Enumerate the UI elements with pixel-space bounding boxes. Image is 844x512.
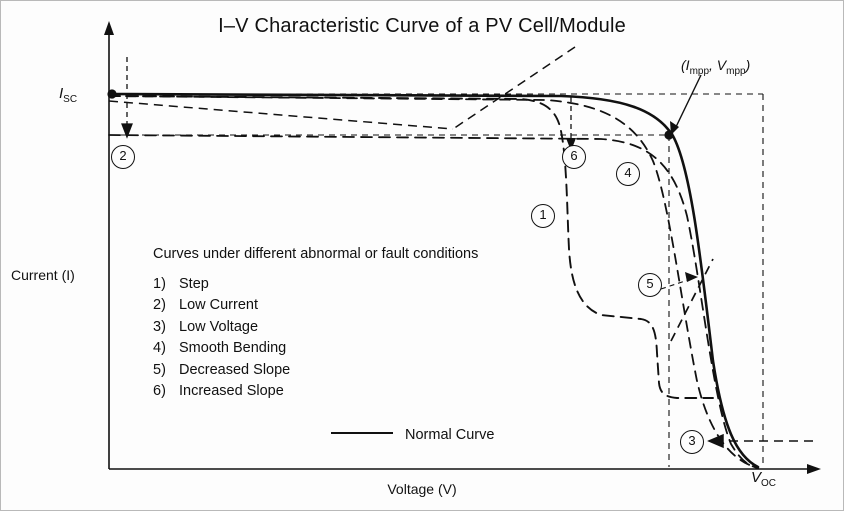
list-item — [153, 274, 478, 296]
callout-marker-6: 6 — [562, 145, 586, 169]
legend-item-number: 4) — [153, 340, 166, 356]
voc-tick-label — [751, 469, 776, 489]
mpp-voltage-subscript: mpp — [726, 65, 746, 77]
mpp-close-paren: ) — [745, 57, 751, 73]
legend-item-label: Increased Slope — [179, 383, 284, 399]
mpp-separator: , — [709, 57, 717, 73]
legend-heading: Curves under different abnormal or fault conditions — [153, 246, 479, 262]
list-item — [153, 295, 478, 317]
voc-subscript: OC — [761, 478, 777, 489]
callout-marker-5: 5 — [638, 273, 662, 297]
callout-marker-2: 2 — [111, 145, 135, 169]
legend-item-number: 6) — [153, 383, 166, 399]
legend-item-label: Smooth Bending — [179, 340, 287, 356]
callout-marker-4: 4 — [616, 162, 640, 186]
callout-marker-1: 1 — [531, 204, 555, 228]
legend-list — [153, 274, 478, 403]
legend-item-label: Low Current — [179, 297, 258, 313]
legend-item-number: 5) — [153, 361, 166, 378]
chart-title: I–V Characteristic Curve of a PV Cell/Module — [218, 15, 626, 37]
legend-item-label: Decreased Slope — [179, 361, 291, 378]
mpp-open-paren: ( — [681, 57, 686, 73]
legend-item-number: 1) — [153, 275, 166, 292]
normal-curve-line-swatch — [331, 432, 393, 434]
callout-marker-3: 3 — [680, 430, 704, 454]
list-item — [153, 317, 478, 339]
isc-tick-label — [59, 85, 77, 105]
mpp-voltage-symbol: V — [716, 57, 727, 73]
mpp-annotation — [681, 57, 750, 77]
mpp-leader — [670, 75, 701, 135]
legend-item-number: 3) — [153, 318, 166, 335]
isc-subscript: SC — [63, 94, 78, 105]
voc-symbol: V — [751, 469, 762, 486]
normal-curve-legend-label: Normal Curve — [405, 427, 495, 443]
list-item — [153, 381, 478, 403]
y-axis-label: Current (I) — [11, 267, 75, 283]
mpp-current-symbol: I — [685, 57, 690, 73]
legend-item-label: Low Voltage — [179, 318, 259, 335]
mpp-current-subscript: mpp — [689, 65, 710, 77]
series-low-voltage — [709, 435, 813, 447]
legend-item-number: 2) — [153, 297, 166, 313]
normal-curve-legend-entry — [331, 427, 494, 443]
x-axis-label: Voltage (V) — [387, 481, 457, 497]
list-item — [153, 360, 478, 382]
fault-conditions-legend — [153, 244, 478, 403]
list-item — [153, 338, 478, 360]
isc-symbol: I — [59, 85, 64, 102]
legend-item-label: Step — [179, 275, 209, 292]
